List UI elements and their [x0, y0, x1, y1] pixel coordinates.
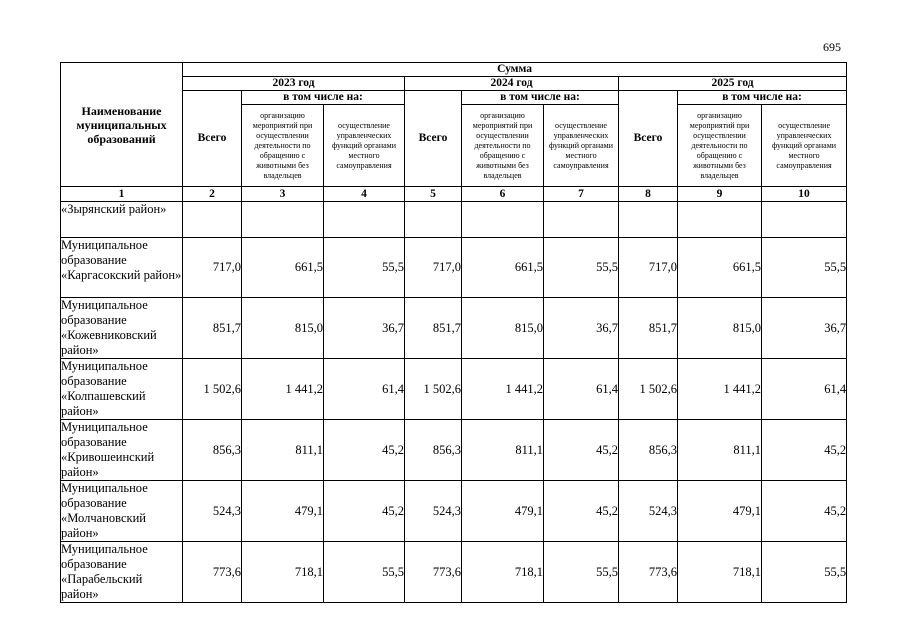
page-number: 695 [823, 40, 841, 54]
header-name-column: Наименование муниципальных образований [61, 63, 183, 187]
header-year-2024: 2024 год [405, 77, 619, 91]
cell-value: 61,4 [762, 359, 847, 420]
cell-value [678, 202, 762, 238]
cell-value: 55,5 [762, 238, 847, 298]
cell-value [324, 202, 405, 238]
row-name: Муниципальное образование «Каргасокский район» [61, 238, 183, 298]
cell-value [405, 202, 462, 238]
header-sub-admin-2023: осуществление управленческих функций органами местного самоуправления [324, 105, 405, 187]
cell-value: 524,3 [619, 481, 678, 542]
table-row [61, 481, 847, 542]
header-total-2023: Всего [183, 91, 242, 187]
table-row [61, 542, 847, 603]
cell-value: 1 502,6 [183, 359, 242, 420]
cell-value: 524,3 [405, 481, 462, 542]
header-total-2025: Всего [619, 91, 678, 187]
cell-value: 856,3 [183, 420, 242, 481]
row-name: Муниципальное образование «Кожевниковский район» [61, 298, 183, 359]
cell-value: 36,7 [544, 298, 619, 359]
header-sub-animals-2024: организацию мероприятий при осуществлении деятельности по обращению с животными без владельцев [462, 105, 544, 187]
cell-value: 61,4 [324, 359, 405, 420]
cell-value: 55,5 [762, 542, 847, 603]
cell-value: 36,7 [324, 298, 405, 359]
table-row [61, 202, 847, 238]
cell-value: 55,5 [544, 238, 619, 298]
cell-value: 851,7 [183, 298, 242, 359]
cell-value: 773,6 [405, 542, 462, 603]
column-number: 3 [242, 187, 324, 202]
cell-value: 811,1 [242, 420, 324, 481]
cell-value: 1 441,2 [462, 359, 544, 420]
cell-value: 718,1 [242, 542, 324, 603]
cell-value: 45,2 [762, 420, 847, 481]
cell-value: 36,7 [762, 298, 847, 359]
cell-value: 773,6 [619, 542, 678, 603]
cell-value: 718,1 [462, 542, 544, 603]
header-sub-animals-2025: организацию мероприятий при осуществлении деятельности по обращению с животными без владельцев [678, 105, 762, 187]
table-row [61, 359, 847, 420]
cell-value: 661,5 [678, 238, 762, 298]
cell-value: 851,7 [405, 298, 462, 359]
cell-value: 55,5 [544, 542, 619, 603]
cell-value: 717,0 [183, 238, 242, 298]
cell-value: 815,0 [462, 298, 544, 359]
column-number: 1 [61, 187, 183, 202]
column-number: 5 [405, 187, 462, 202]
cell-value: 1 502,6 [405, 359, 462, 420]
cell-value: 856,3 [405, 420, 462, 481]
cell-value [183, 202, 242, 238]
column-number: 4 [324, 187, 405, 202]
row-name: Муниципальное образование «Кривошеинский район» [61, 420, 183, 481]
row-name: Муниципальное образование «Молчановский район» [61, 481, 183, 542]
cell-value: 1 441,2 [678, 359, 762, 420]
row-name: Муниципальное образование «Парабельский район» [61, 542, 183, 603]
cell-value: 61,4 [544, 359, 619, 420]
cell-value [619, 202, 678, 238]
row-name: Муниципальное образование «Колпашевский район» [61, 359, 183, 420]
cell-value: 55,5 [324, 542, 405, 603]
cell-value: 811,1 [678, 420, 762, 481]
cell-value: 1 502,6 [619, 359, 678, 420]
cell-value: 661,5 [462, 238, 544, 298]
cell-value: 856,3 [619, 420, 678, 481]
cell-value: 45,2 [544, 420, 619, 481]
cell-value: 479,1 [462, 481, 544, 542]
header-sum: Сумма [183, 63, 847, 77]
cell-value: 479,1 [242, 481, 324, 542]
header-incl-2025: в том числе на: [678, 91, 847, 105]
cell-value: 45,2 [762, 481, 847, 542]
column-number: 2 [183, 187, 242, 202]
column-number: 8 [619, 187, 678, 202]
column-number: 9 [678, 187, 762, 202]
cell-value: 524,3 [183, 481, 242, 542]
cell-value: 1 441,2 [242, 359, 324, 420]
cell-value [544, 202, 619, 238]
cell-value: 815,0 [678, 298, 762, 359]
header-sub-admin-2025: осуществление управленческих функций органами местного самоуправления [762, 105, 847, 187]
budget-table [60, 62, 847, 603]
cell-value [762, 202, 847, 238]
cell-value: 45,2 [324, 481, 405, 542]
header-year-2023: 2023 год [183, 77, 405, 91]
cell-value: 661,5 [242, 238, 324, 298]
cell-value: 479,1 [678, 481, 762, 542]
cell-value: 717,0 [619, 238, 678, 298]
cell-value: 773,6 [183, 542, 242, 603]
header-incl-2024: в том числе на: [462, 91, 619, 105]
cell-value [462, 202, 544, 238]
header-year-2025: 2025 год [619, 77, 847, 91]
cell-value: 717,0 [405, 238, 462, 298]
table-row [61, 238, 847, 298]
column-number: 7 [544, 187, 619, 202]
cell-value: 811,1 [462, 420, 544, 481]
cell-value: 55,5 [324, 238, 405, 298]
header-total-2024: Всего [405, 91, 462, 187]
header-sub-animals-2023: организацию мероприятий при осуществлении деятельности по обращению с животными без владельцев [242, 105, 324, 187]
header-incl-2023: в том числе на: [242, 91, 405, 105]
row-name: «Зырянский район» [61, 202, 183, 238]
header-sub-admin-2024: осуществление управленческих функций органами местного самоуправления [544, 105, 619, 187]
cell-value: 815,0 [242, 298, 324, 359]
cell-value [242, 202, 324, 238]
cell-value: 45,2 [544, 481, 619, 542]
table-row [61, 298, 847, 359]
cell-value: 718,1 [678, 542, 762, 603]
cell-value: 45,2 [324, 420, 405, 481]
column-number: 10 [762, 187, 847, 202]
column-number: 6 [462, 187, 544, 202]
table-row [61, 420, 847, 481]
cell-value: 851,7 [619, 298, 678, 359]
